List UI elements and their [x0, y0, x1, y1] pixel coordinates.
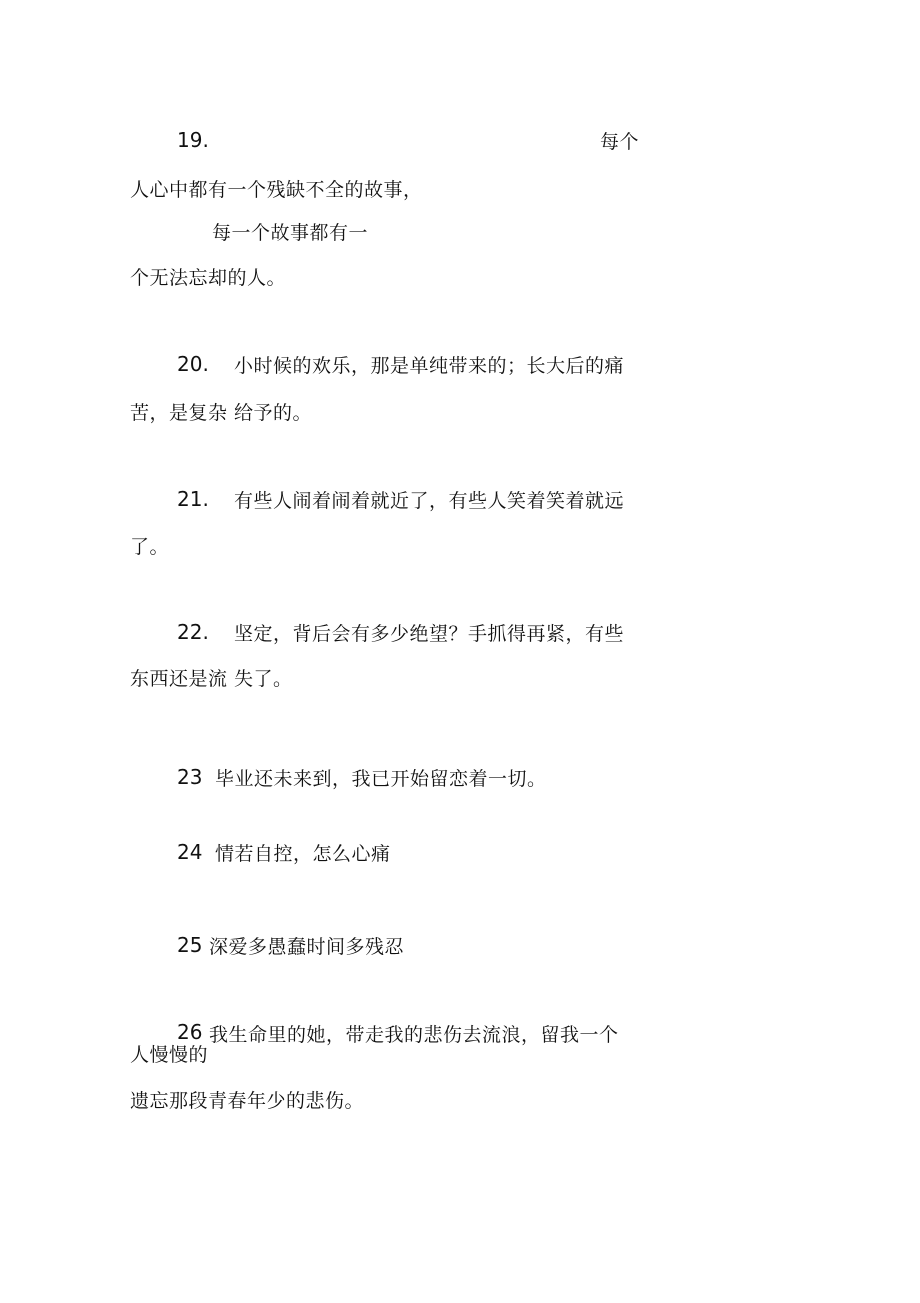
item-19-number: 19.: [177, 128, 209, 152]
item-22-line-1: 东西还是流 失了。: [130, 668, 293, 690]
item-21-line-1: 了。: [130, 536, 170, 558]
item-21-number: 21.: [177, 487, 209, 511]
item-19-line-2: 每一个故事都有一: [212, 222, 369, 244]
item-19-lead: 每个: [600, 131, 640, 153]
item-20-line-1: 苦，是复杂 给予的。: [130, 402, 313, 424]
item-23-lead: 毕业还未来到，我已开始留恋着一切。: [215, 768, 547, 790]
item-22-lead: 坚定，背后会有多少绝望？手抓得再紧，有些: [234, 623, 625, 645]
item-25-lead: 深爱多愚蠢时间多残忍: [209, 936, 405, 958]
item-22-number: 22.: [177, 620, 209, 644]
item-26-lead: 我生命里的她，带走我的悲伤去流浪，留我一个: [209, 1024, 619, 1046]
item-26-line-2: 遗忘那段青春年少的悲伤。: [130, 1090, 365, 1112]
item-26-number: 26: [177, 1020, 203, 1044]
item-26-line-1: 人慢慢的: [130, 1044, 209, 1066]
item-23-number: 23: [177, 765, 203, 789]
item-24-lead: 情若自控，怎么心痛: [215, 843, 391, 865]
item-20-lead: 小时候的欢乐，那是单纯带来的；长大后的痛: [234, 355, 625, 377]
item-24-number: 24: [177, 840, 203, 864]
item-20-number: 20.: [177, 352, 209, 376]
item-25-number: 25: [177, 933, 203, 957]
item-19-line-1: 人心中都有一个残缺不全的故事，: [130, 179, 423, 201]
item-19-line-3: 个无法忘却的人。: [130, 267, 287, 289]
item-21-lead: 有些人闹着闹着就近了，有些人笑着笑着就远: [234, 490, 625, 512]
